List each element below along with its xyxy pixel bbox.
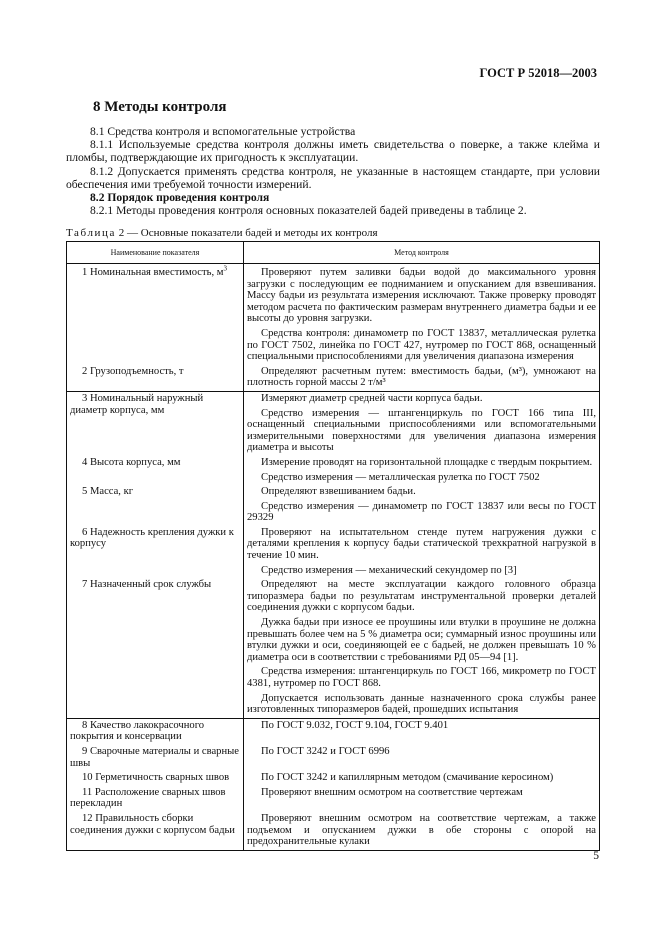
- method-cell: [244, 718, 600, 745]
- method-paragraph: Определяют на месте эксплуатации каждого головного образца типоразмера бадьи по результатам инструментальной проверки деталей соединения дужки с корпусом бадьи.: [247, 579, 596, 614]
- method-cell: [244, 485, 600, 526]
- method-paragraph: Измерение проводят на горизонтальной площадке с твердым покрытием.: [261, 456, 593, 468]
- indicator-name-text: 4 Высота корпуса, мм: [82, 456, 181, 468]
- method-paragraph: Проверяют внешним осмотром на соответствие чертежам, а также подъемом и опусканием дужки в обе стороны с опорой на предохранительные кулаки: [247, 812, 596, 848]
- indicator-name: [70, 813, 240, 836]
- paragraph-8-2-1: 8.2.1 Методы проведения контроля основных показателей бадей приведены в таблице 2.: [90, 204, 527, 218]
- method-cell: [244, 578, 600, 718]
- table-caption-word: Таблица: [66, 227, 116, 239]
- indicator-name: [70, 720, 240, 743]
- method-cell: [244, 786, 600, 812]
- indicator-name: [70, 264, 240, 279]
- indicator-name-text: 11 Расположение сварных швов перекладин: [70, 786, 226, 810]
- method-cell: [244, 745, 600, 771]
- table-row: [67, 264, 600, 365]
- indicator-name-text: 1 Номинальная вместимость, м: [82, 267, 224, 278]
- indicator-name-text: 5 Масса, кг: [82, 486, 134, 498]
- indicator-cell: [67, 456, 244, 485]
- table-body: [67, 264, 600, 851]
- method-paragraph: Проверяют внешним осмотром на соответствие чертежам: [261, 786, 523, 798]
- method-paragraph: Проверяют путем заливки бадьи водой до максимального уровня загрузки с последующим ее подниманием и опусканием для взвешивания. Массу бадьи из результата измерения исключают. Также проверку проводят методом расчета по фактическим размерам внутреннего диаметра бадьи и ее высоты до уровня загрузки.: [247, 267, 596, 325]
- method-cell: [244, 391, 600, 455]
- unit-superscript: 3: [223, 264, 227, 273]
- page-number: 5: [593, 850, 599, 862]
- paragraph-8-1: 8.1 Средства контроля и вспомогательные устройства: [90, 125, 356, 138]
- indicator-name: [70, 746, 240, 769]
- table-row: [67, 391, 600, 455]
- indicator-name: [70, 527, 240, 550]
- method-paragraph: Средство измерения — металлическая рулетка по ГОСТ 7502: [261, 471, 540, 483]
- table-header-row: [67, 242, 600, 264]
- method-paragraph: Определяют взвешиванием бадьи.: [261, 486, 416, 498]
- indicator-name: [70, 486, 240, 498]
- table-row: [67, 456, 600, 485]
- intro-paragraphs: [66, 125, 600, 217]
- method-paragraph: Измеряют диаметр средней части корпуса бадьи.: [261, 392, 483, 404]
- table-row: [67, 718, 600, 745]
- table-row: [67, 578, 600, 718]
- method-paragraph: По ГОСТ 3242 и капиллярным методом (смачивание керосином): [261, 772, 554, 784]
- indicator-name-text: 2 Грузоподъемность, т: [82, 365, 184, 377]
- indicator-cell: [67, 365, 244, 392]
- method-paragraph: Средство измерения — динамометр по ГОСТ 13837 или весы по ГОСТ 29329: [247, 500, 596, 524]
- indicator-cell: [67, 745, 244, 771]
- paragraph-8-1-1: 8.1.1 Используемые средства контроля должны иметь свидетельства о поверке, а также клейма и пломбы, подтверждающие их пригодность к эксплуатации.: [66, 138, 600, 165]
- indicator-cell: [67, 786, 244, 812]
- indicator-name: [70, 366, 240, 378]
- indicator-cell: [67, 264, 244, 365]
- indicator-name-text: 6 Надежность крепления дужки к корпусу: [70, 526, 234, 550]
- method-cell: [244, 456, 600, 485]
- table-row: [67, 812, 600, 850]
- method-cell: [244, 771, 600, 786]
- indicator-cell: [67, 771, 244, 786]
- method-cell: [244, 365, 600, 392]
- method-cell: [244, 812, 600, 850]
- table-caption-text: 2 — Основные показатели бадей и методы их контроля: [116, 227, 378, 239]
- paragraph-8-1-2: 8.1.2 Допускается применять средства контроля, не указанные в настоящем стандарте, при условии обеспечения ими требуемой точности измерений.: [66, 164, 600, 191]
- method-paragraph: Дужка бадьи при износе ее проушины или втулки в проушине не должна превышать более чем на 5 % диаметра оси; суммарный износ проушины или втулки дужки и оси, соединяющей ее с бадьей, не должен превышать 10 % диаметра оси в соответствии с требованиями РД 05—94 [1].: [247, 617, 596, 663]
- indicator-name: [70, 579, 240, 591]
- indicator-cell: [67, 578, 244, 718]
- indicator-name-text: 7 Назначенный срок службы: [82, 579, 212, 591]
- method-paragraph: Допускается использовать данные назначенного срока службы ранее изготовленных типоразмеров бадей, прошедших испытания: [247, 692, 596, 716]
- table-row: [67, 526, 600, 578]
- method-paragraph: Проверяют на испытательном стенде путем нагружения дужки с деталями крепления к корпусу бадьи статической трехкратной нагрузкой в течение 10 мин.: [247, 526, 596, 562]
- indicator-cell: [67, 485, 244, 526]
- indicator-name: [70, 393, 240, 416]
- header-indicator: Наименование показателя: [67, 242, 244, 264]
- method-paragraph: Средства контроля: динамометр по ГОСТ 13837, металлическая рулетка по ГОСТ 7502, линейка по ГОСТ 427, нутромер по ГОСТ 868, оснащенный специальными приспособлениями для увеличения диапазона измерения: [247, 327, 596, 363]
- table-row: [67, 485, 600, 526]
- indicator-name-text: 9 Сварочные материалы и сварные швы: [70, 745, 239, 769]
- header-method: Метод контроля: [244, 242, 600, 264]
- section-title: 8 Методы контроля: [93, 99, 227, 115]
- method-paragraph: По ГОСТ 9.032, ГОСТ 9.104, ГОСТ 9.401: [261, 719, 449, 731]
- table-row: [67, 771, 600, 786]
- indicator-cell: [67, 718, 244, 745]
- method-paragraph: Средство измерения — механический секундомер по [3]: [261, 564, 517, 576]
- method-cell: [244, 526, 600, 578]
- document-header: ГОСТ Р 52018—2003: [479, 66, 597, 80]
- methods-table: [66, 241, 600, 851]
- method-cell: [244, 264, 600, 365]
- indicator-cell: [67, 526, 244, 578]
- method-paragraph: По ГОСТ 3242 и ГОСТ 6996: [261, 745, 390, 757]
- indicator-name-text: 8 Качество лакокрасочного покрытия и консервации: [70, 719, 205, 743]
- indicator-cell: [67, 391, 244, 455]
- method-paragraph: Средства измерения: штангенциркуль по ГОСТ 166, микрометр по ГОСТ 4381, нутромер по ГОСТ 868.: [247, 666, 596, 689]
- method-paragraph: Определяют расчетным путем: вместимость бадьи, (м³), умножают на плотность горной массы 2 т/м³: [247, 365, 596, 389]
- table-row: [67, 745, 600, 771]
- indicator-name: [70, 787, 240, 810]
- table-caption: [66, 227, 378, 239]
- table-row: [67, 786, 600, 812]
- table-row: [67, 365, 600, 392]
- indicator-name-text: 10 Герметичность сварных швов: [82, 772, 230, 784]
- indicator-name-text: 3 Номинальный наружный диаметр корпуса, мм: [70, 392, 204, 416]
- method-paragraph: Средство измерения — штангенциркуль по ГОСТ 166 типа III, оснащенный специальными приспособлениями или вспомогательными измерительными поверхностями для увеличения диапазона измерения диаметра и высоты: [247, 407, 596, 454]
- indicator-name-text: 12 Правильность сборки соединения дужки с корпусом бадьи: [70, 812, 235, 836]
- indicator-name: [70, 772, 240, 784]
- paragraph-8-2: 8.2 Порядок проведения контроля: [90, 191, 270, 205]
- indicator-name: [70, 457, 240, 469]
- indicator-cell: [67, 812, 244, 850]
